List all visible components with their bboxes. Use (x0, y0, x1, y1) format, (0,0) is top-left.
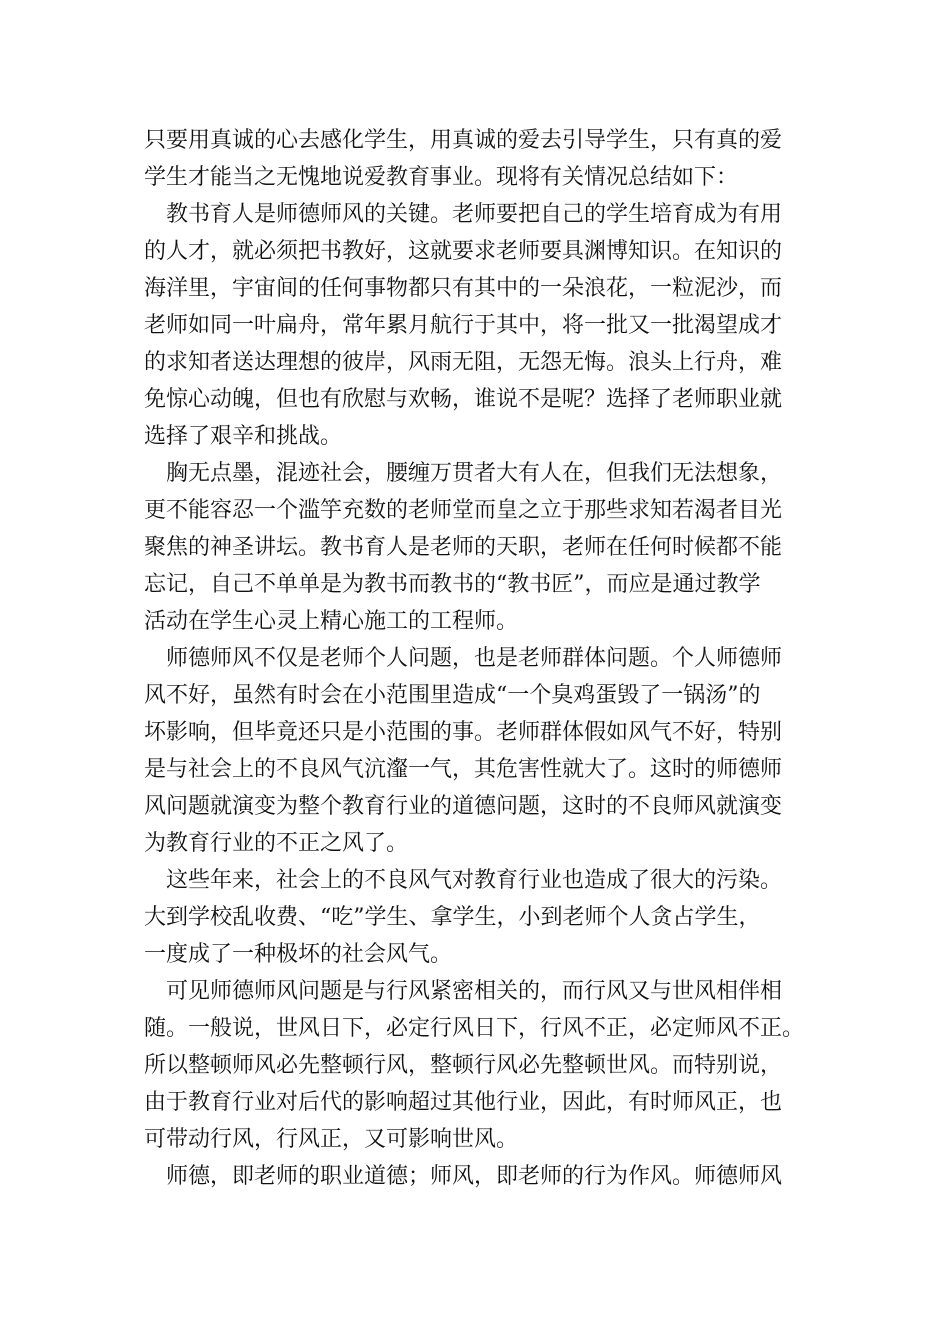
text-line: 由于教育行业对后代的影响超过其他行业，因此，有时师风正，也 (144, 1090, 783, 1115)
text-line: 坏影响，但毕竟还只是小范围的事。老师群体假如风气不好，特别 (144, 720, 783, 745)
text-line: 学生才能当之无愧地说爱教育事业。现将有关情况总结如下： (144, 165, 739, 190)
text-line: 随。一般说，世风日下，必定行风日下，行风不正，必定师风不正。 (144, 1016, 805, 1041)
text-line: 的人才，就必须把书教好，这就要求老师要具渊博知识。在知识的 (144, 239, 783, 264)
body-text (144, 122, 816, 1195)
text-line: 活动在学生心灵上精心施工的工程师。 (144, 609, 519, 634)
text-line: 所以整顿师风必先整顿行风，整顿行风必先整顿世风。而特别说， (144, 1053, 783, 1078)
text-line: 的求知者送达理想的彼岸，风雨无阻，无怨无悔。浪头上行舟，难 (144, 350, 783, 375)
text-line: 海洋里，宇宙间的任何事物都只有其中的一朵浪花，一粒泥沙，而 (144, 276, 783, 301)
text-line: 忘记，自己不单单是为教书而教书的“教书匠”，而应是通过教学 (144, 572, 761, 597)
text-line: 可带动行风，行风正，又可影响世风。 (144, 1127, 519, 1152)
paragraph-start-line: 教书育人是师德师风的关键。老师要把自己的学生培育成为有用 (166, 202, 783, 227)
text-line: 风问题就演变为整个教育行业的道德问题，这时的不良师风就演变 (144, 794, 783, 819)
text-line: 风不好，虽然有时会在小范围里造成“一个臭鸡蛋毁了一锅汤”的 (144, 683, 761, 708)
paragraph-start-line: 师德，即老师的职业道德；师风，即老师的行为作风。师德师风 (166, 1164, 783, 1189)
text-line: 聚焦的神圣讲坛。教书育人是老师的天职，老师在任何时候都不能 (144, 535, 783, 560)
text-line: 老师如同一叶扁舟，常年累月航行于其中，将一批又一批渴望成才 (144, 313, 783, 338)
text-line: 更不能容忍一个滥竽充数的老师堂而皇之立于那些求知若渴者目光 (144, 498, 783, 523)
text-line: 是与社会上的不良风气沆瀣一气，其危害性就大了。这时的师德师 (144, 757, 783, 782)
text-line: 为教育行业的不正之风了。 (144, 831, 409, 856)
paragraph-start-line: 师德师风不仅是老师个人问题，也是老师群体问题。个人师德师 (166, 646, 783, 671)
paragraph-start-line: 这些年来，社会上的不良风气对教育行业也造成了很大的污染。 (166, 868, 783, 893)
text-line: 只要用真诚的心去感化学生，用真诚的爱去引导学生，只有真的爱 (144, 128, 783, 153)
paragraph-start-line: 胸无点墨，混迹社会，腰缠万贯者大有人在，但我们无法想象， (166, 461, 783, 486)
text-line: 大到学校乱收费、“吃”学生、拿学生，小到老师个人贪占学生， (144, 905, 761, 930)
text-line: 一度成了一种极坏的社会风气。 (144, 942, 453, 967)
text-line: 选择了艰辛和挑战。 (144, 424, 343, 449)
paragraph-start-line: 可见师德师风问题是与行风紧密相关的，而行风又与世风相伴相 (166, 979, 783, 1004)
text-line: 免惊心动魄，但也有欣慰与欢畅，谁说不是呢？选择了老师职业就 (144, 387, 783, 412)
